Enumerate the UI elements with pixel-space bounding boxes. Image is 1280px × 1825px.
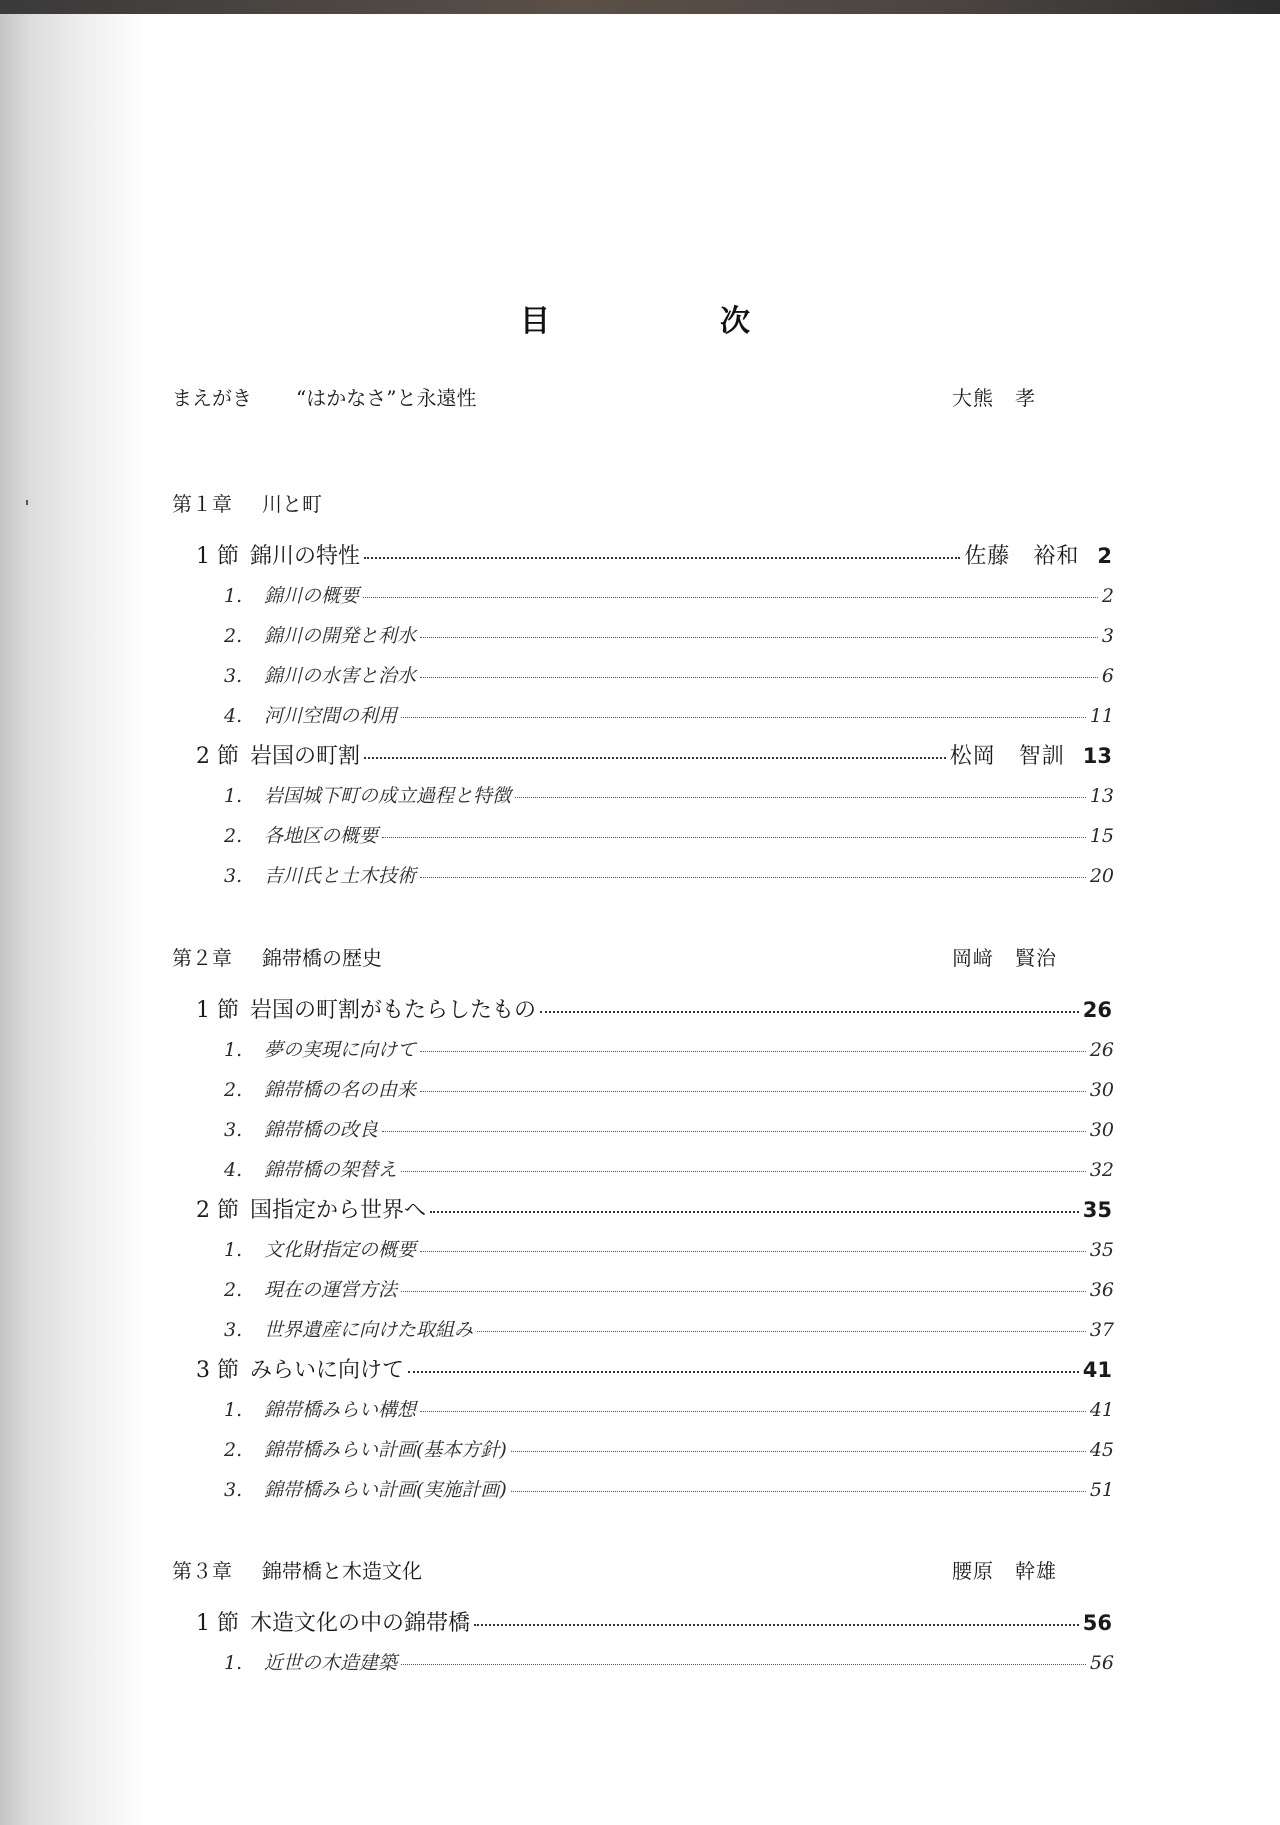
chapter-heading bbox=[0, 940, 1280, 976]
subsection-title: 世界遺産に向けた取組み bbox=[264, 1319, 474, 1341]
chapter-title: 錦帯橋と木造文化 bbox=[262, 1559, 422, 1583]
toc-subsection-entry[interactable] bbox=[224, 578, 1114, 614]
subsection-number: 2. bbox=[224, 1079, 243, 1101]
toc-subsection-entry[interactable] bbox=[224, 778, 1114, 814]
section-author: 佐藤 裕和 bbox=[964, 544, 1080, 569]
toc-subsection-entry[interactable] bbox=[224, 1272, 1114, 1308]
section-number: 3 節 bbox=[196, 1358, 239, 1383]
toc-subsection-entry[interactable] bbox=[224, 1432, 1114, 1468]
chapter-author: 岡﨑 賢治 bbox=[952, 946, 1057, 970]
subsection-title: 錦川の概要 bbox=[264, 585, 360, 607]
subsection-title: 錦帯橋みらい構想 bbox=[264, 1399, 417, 1421]
subsection-page-number: 32 bbox=[1089, 1159, 1114, 1181]
chapter-author: 腰原 幹雄 bbox=[952, 1559, 1057, 1583]
section-title: 国指定から世界へ bbox=[250, 1198, 427, 1223]
dot-leader bbox=[401, 1291, 1086, 1292]
section-number: 1 節 bbox=[196, 998, 239, 1023]
subsection-number: 2. bbox=[224, 1439, 243, 1461]
foreword-author: 大熊 孝 bbox=[952, 386, 1036, 410]
toc-subsection-entry[interactable] bbox=[224, 618, 1114, 654]
subsection-number: 3. bbox=[224, 1119, 243, 1141]
dot-leader bbox=[477, 1331, 1086, 1332]
section-page-number: 35 bbox=[1082, 1198, 1112, 1222]
subsection-page-number: 26 bbox=[1089, 1039, 1114, 1061]
toc-subsection-entry[interactable] bbox=[224, 1032, 1114, 1068]
dot-leader bbox=[511, 1451, 1086, 1452]
chapter-title: 川と町 bbox=[262, 492, 322, 516]
subsection-number: 1. bbox=[224, 1039, 243, 1061]
subsection-page-number: 13 bbox=[1089, 785, 1114, 807]
toc-subsection-entry[interactable] bbox=[224, 1152, 1114, 1188]
subsection-number: 4. bbox=[224, 1159, 243, 1181]
subsection-title: 河川空間の利用 bbox=[264, 705, 398, 727]
subsection-title: 錦帯橋の改良 bbox=[264, 1119, 379, 1141]
subsection-title: 錦帯橋の架替え bbox=[264, 1159, 398, 1181]
section-number: 1 節 bbox=[196, 544, 239, 569]
dot-leader bbox=[540, 1011, 1079, 1013]
subsection-number: 3. bbox=[224, 865, 243, 887]
section-number: 2 節 bbox=[196, 1198, 239, 1223]
subsection-title: 吉川氏と土木技術 bbox=[264, 865, 417, 887]
subsection-page-number: 11 bbox=[1089, 705, 1114, 727]
section-title: 岩国の町割がもたらしたもの bbox=[250, 998, 537, 1023]
section-page-number: 13 bbox=[1082, 744, 1112, 768]
subsection-page-number: 45 bbox=[1089, 1439, 1114, 1461]
dot-leader bbox=[515, 797, 1086, 798]
section-title: 錦川の特性 bbox=[250, 544, 361, 569]
dot-leader bbox=[511, 1491, 1086, 1492]
toc-subsection-entry[interactable] bbox=[224, 1072, 1114, 1108]
subsection-title: 錦帯橋みらい計画(実施計画) bbox=[264, 1479, 507, 1501]
subsection-title: 文化財指定の概要 bbox=[264, 1239, 417, 1261]
section-page-number: 2 bbox=[1097, 544, 1112, 568]
section-page-number: 56 bbox=[1082, 1611, 1112, 1635]
section-title: 岩国の町割 bbox=[250, 744, 361, 769]
subsection-page-number: 3 bbox=[1101, 625, 1114, 647]
subsection-number: 3. bbox=[224, 1479, 243, 1501]
subsection-title: 岩国城下町の成立過程と特徴 bbox=[264, 785, 512, 807]
section-page-number: 26 bbox=[1082, 998, 1112, 1022]
foreword-subtitle: “はかなさ”と永遠性 bbox=[296, 386, 477, 410]
section-title: 木造文化の中の錦帯橋 bbox=[250, 1611, 471, 1636]
toc-subsection-entry[interactable] bbox=[224, 1645, 1114, 1681]
toc-subsection-entry[interactable] bbox=[224, 1232, 1114, 1268]
toc-subsection-entry[interactable] bbox=[224, 698, 1114, 734]
section-page-number: 41 bbox=[1082, 1358, 1112, 1382]
subsection-number: 1. bbox=[224, 1239, 243, 1261]
subsection-page-number: 20 bbox=[1089, 865, 1114, 887]
dot-leader bbox=[364, 557, 960, 559]
dot-leader bbox=[364, 757, 946, 759]
dot-leader bbox=[420, 637, 1098, 638]
dot-leader bbox=[420, 1411, 1086, 1412]
subsection-title: 夢の実現に向けて bbox=[264, 1039, 417, 1061]
toc-subsection-entry[interactable] bbox=[224, 658, 1114, 694]
section-number: 1 節 bbox=[196, 1611, 239, 1636]
chapter-heading bbox=[0, 486, 1280, 522]
page-title bbox=[520, 296, 750, 340]
dot-leader bbox=[420, 1091, 1086, 1092]
page-title-right: 次 bbox=[720, 304, 750, 339]
section-title: みらいに向けて bbox=[250, 1358, 405, 1383]
toc-subsection-entry[interactable] bbox=[224, 1112, 1114, 1148]
subsection-number: 1. bbox=[224, 1399, 243, 1421]
dot-leader bbox=[420, 1251, 1086, 1252]
section-author: 松岡 智訓 bbox=[949, 744, 1065, 769]
dot-leader bbox=[363, 597, 1098, 598]
dot-leader bbox=[420, 877, 1086, 878]
dot-leader bbox=[420, 677, 1098, 678]
subsection-page-number: 37 bbox=[1089, 1319, 1114, 1341]
toc-section-entry[interactable] bbox=[196, 992, 1112, 1028]
subsection-title: 各地区の概要 bbox=[264, 825, 379, 847]
subsection-title: 錦帯橋みらい計画(基本方針) bbox=[264, 1439, 507, 1461]
chapter-label: 第１章 bbox=[172, 492, 232, 516]
subsection-page-number: 30 bbox=[1089, 1119, 1114, 1141]
chapter-heading bbox=[0, 1553, 1280, 1589]
chapter-label: 第２章 bbox=[172, 946, 232, 970]
dot-leader bbox=[382, 1131, 1086, 1132]
toc-subsection-entry[interactable] bbox=[224, 1392, 1114, 1428]
dot-leader bbox=[420, 1051, 1086, 1052]
subsection-title: 近世の木造建築 bbox=[264, 1652, 398, 1674]
subsection-title: 錦川の水害と治水 bbox=[264, 665, 417, 687]
dot-leader bbox=[401, 717, 1086, 718]
subsection-number: 1. bbox=[224, 785, 243, 807]
subsection-number: 4. bbox=[224, 705, 243, 727]
dot-leader bbox=[401, 1664, 1086, 1665]
dot-leader bbox=[401, 1171, 1086, 1172]
section-number: 2 節 bbox=[196, 744, 239, 769]
subsection-page-number: 15 bbox=[1089, 825, 1114, 847]
foreword-label: まえがき bbox=[172, 386, 252, 410]
page-title-left: 目 bbox=[520, 304, 550, 339]
subsection-page-number: 41 bbox=[1089, 1399, 1114, 1421]
subsection-page-number: 56 bbox=[1089, 1652, 1114, 1674]
subsection-title: 錦川の開発と利水 bbox=[264, 625, 417, 647]
subsection-number: 1. bbox=[224, 1652, 243, 1674]
subsection-number: 2. bbox=[224, 825, 243, 847]
dot-leader bbox=[474, 1624, 1079, 1626]
toc-subsection-entry[interactable] bbox=[224, 818, 1114, 854]
toc-section-entry[interactable] bbox=[196, 1352, 1112, 1388]
subsection-number: 2. bbox=[224, 1279, 243, 1301]
subsection-number: 3. bbox=[224, 665, 243, 687]
dot-leader bbox=[430, 1211, 1079, 1213]
subsection-title: 現在の運営方法 bbox=[264, 1279, 398, 1301]
toc-section-entry[interactable] bbox=[196, 538, 1112, 574]
dot-leader bbox=[408, 1371, 1079, 1373]
dot-leader bbox=[382, 837, 1086, 838]
subsection-page-number: 35 bbox=[1089, 1239, 1114, 1261]
chapter-title: 錦帯橋の歴史 bbox=[262, 946, 382, 970]
subsection-number: 1. bbox=[224, 585, 243, 607]
subsection-page-number: 6 bbox=[1101, 665, 1114, 687]
subsection-number: 2. bbox=[224, 625, 243, 647]
subsection-page-number: 51 bbox=[1089, 1479, 1114, 1501]
toc-subsection-entry[interactable] bbox=[224, 858, 1114, 894]
toc-subsection-entry[interactable] bbox=[224, 1312, 1114, 1348]
toc-section-entry[interactable] bbox=[196, 1605, 1112, 1641]
toc-subsection-entry[interactable] bbox=[224, 1472, 1114, 1508]
subsection-page-number: 36 bbox=[1089, 1279, 1114, 1301]
foreword-line bbox=[0, 380, 1280, 416]
subsection-title: 錦帯橋の名の由来 bbox=[264, 1079, 417, 1101]
toc-section-entry[interactable] bbox=[196, 738, 1112, 774]
subsection-number: 3. bbox=[224, 1319, 243, 1341]
toc-section-entry[interactable] bbox=[196, 1192, 1112, 1228]
subsection-page-number: 30 bbox=[1089, 1079, 1114, 1101]
subsection-page-number: 2 bbox=[1101, 585, 1114, 607]
chapter-label: 第３章 bbox=[172, 1559, 232, 1583]
